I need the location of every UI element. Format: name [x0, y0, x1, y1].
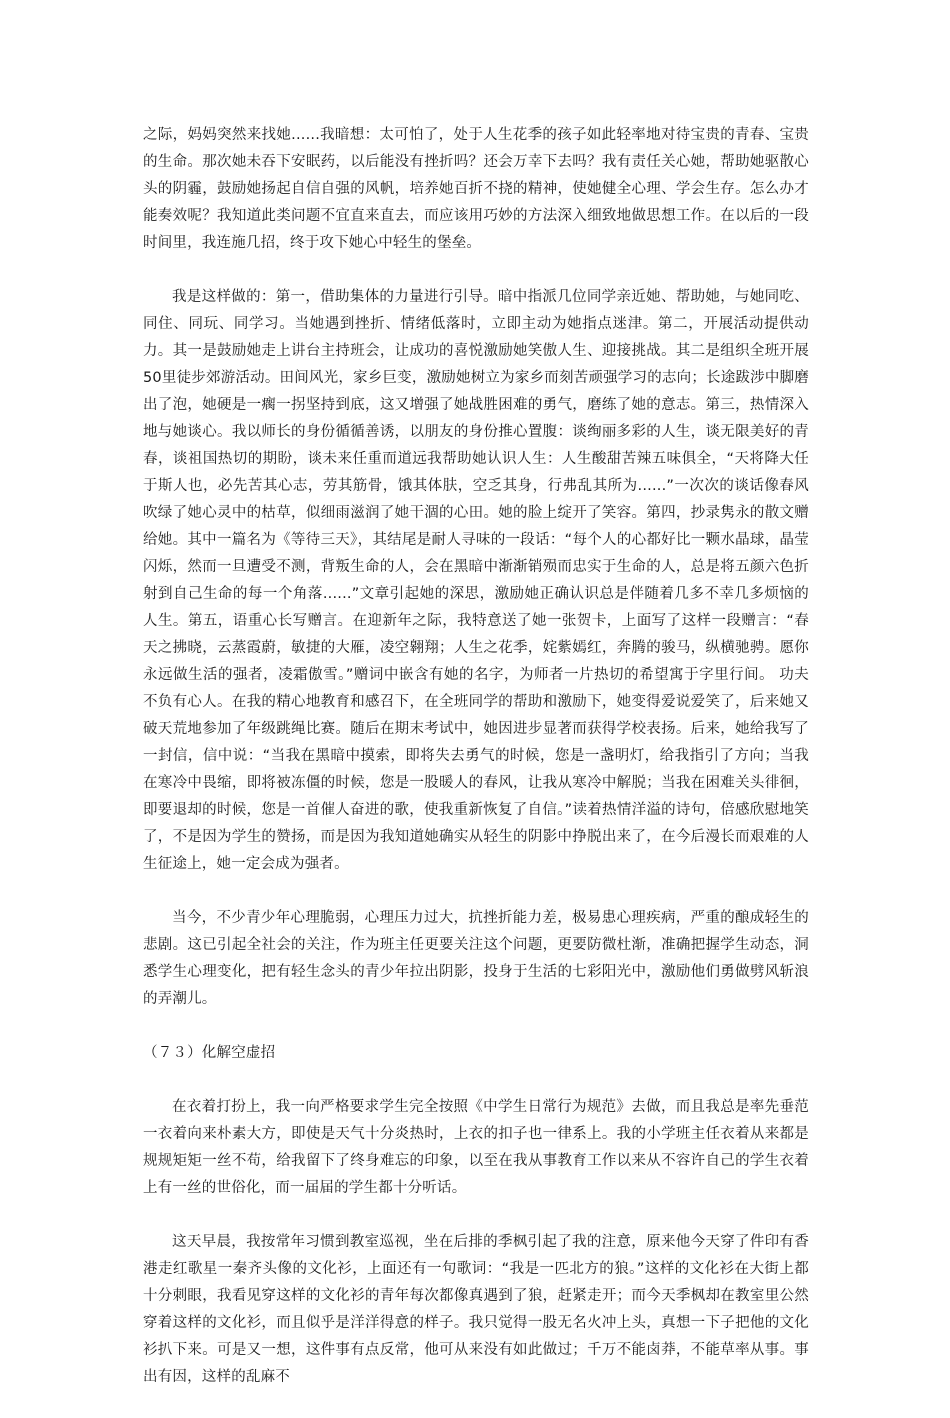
- document-page: [143, 122, 809, 1418]
- body-paragraph: 在衣着打扮上，我一向严格要求学生完全按照《中学生日常行为规范》去做，而且我总是率先垂范一衣着向来朴素大方，即使是天气十分炎热时，上衣的扣子也一律系上。我的小学班主任衣着从来都是规规矩矩一丝不苟，给我留下了终身难忘的印象，以至在我从事教育工作以来从不容许自己的学生衣着上有一丝的世俗化，而一届届的学生都十分听话。: [143, 1099, 809, 1196]
- section-heading: （７３）化解空虚招: [143, 1045, 276, 1061]
- body-paragraph: 之际，妈妈突然来找她......我暗想：太可怕了，处于人生花季的孩子如此轻率地对待宝贵的青春、宝贵的生命。那次她未吞下安眠药，以后能没有挫折吗？还会万幸下去吗？我有责任关心她，帮助她驱散心头的阴霾，鼓励她扬起自信自强的风帆，培养她百折不挠的精神，使她健全心理、学会生存。怎么办才能奏效呢？我知道此类问题不宜直来直去，而应该用巧妙的方法深入细致地做思想工作。在以后的一段时间里，我连施几招，终于攻下她心中轻生的堡垒。: [143, 127, 809, 251]
- body-paragraph: 这天早晨，我按常年习惯到教室巡视，坐在后排的季枫引起了我的注意，原来他今天穿了件印有香港走红歌星一秦齐头像的文化衫，上面还有一句歌词：“我是一匹北方的狼。”这样的文化衫在大街上都十分刺眼，我看见穿这样的文化衫的青年每次都像真遇到了狼，赶紧走开；而今天季枫却在教室里公然穿着这样的文化衫，而且似乎是洋洋得意的样子。我只觉得一股无名火冲上头，真想一下子把他的文化衫扒下来。可是又一想，这件事有点反常，他可从来没有如此做过；千万不能卤莽，不能草率从事。事出有因，这样的乱麻不: [143, 1234, 809, 1385]
- body-paragraph: 当今，不少青少年心理脆弱，心理压力过大，抗挫折能力差，极易患心理疾病，严重的酿成轻生的悲剧。这已引起全社会的关注，作为班主任更要关注这个问题，更要防微杜渐，准确把握学生动态，洞悉学生心理变化，把有轻生念头的青少年拉出阴影，投身于生活的七彩阳光中，激励他们勇做劈风斩浪的弄潮儿。: [143, 910, 809, 1007]
- body-paragraph: 我是这样做的：第一，借助集体的力量进行引导。暗中指派几位同学亲近她、帮助她，与她同吃、同住、同玩、同学习。当她遇到挫折、情绪低落时，立即主动为她指点迷津。第二，开展活动提供动力。其一是鼓励她走上讲台主持班会，让成功的喜悦激励她笑傲人生、迎接挑战。其二是组织全班开展50里徒步郊游活动。田间风光，家乡巨变，激励她树立为家乡而刻苦顽强学习的志向；长途跋涉中脚磨出了泡，她硬是一瘸一拐坚持到底，这又增强了她战胜困难的勇气，磨练了她的意志。第三，热情深入地与她谈心。我以师长的身份循循善诱，以朋友的身份推心置腹：谈绚丽多彩的人生，谈无限美好的青春，谈祖国热切的期盼，谈未来任重而道远我帮助她认识人生：人生酸甜苦辣五味俱全，“天将降大任于斯人也，必先苦其心志，劳其筋骨，饿其体肤，空乏其身，行弗乱其所为......”一次次的谈话像春风吹绿了她心灵中的枯草，似细雨滋润了她干涸的心田。她的脸上绽开了笑容。第四，抄录隽永的散文赠给她。其中一篇名为《等待三天》，其结尾是耐人寻味的一段话：“每个人的心都好比一颗水晶球，晶莹闪烁，然而一旦遭受不测，背叛生命的人，会在黑暗中渐渐销殒而忠实于生命的人，总是将五颜六色折射到自己生命的每一个角落......”文章引起她的深思，激励她正确认识总是伴随着几多不幸几多烦恼的人生。第五，语重心长写赠言。在迎新年之际，我特意送了她一张贺卡，上面写了这样一段赠言：“春天之拂晓，云蒸霞蔚，敏捷的大雁，凌空翱翔；人生之花季，姹紫嫣红，奔腾的骏马，纵横驰骋。愿你永远做生活的强者，凌霜傲雪。”赠词中嵌含有她的名字，为师者一片热切的希望寓于字里行间。 功夫不负有心人。在我的精心地教育和感召下，在全班同学的帮助和激励下，她变得爱说爱笑了，后来她又破天荒地参加了年级跳绳比赛。随后在期末考试中，她因进步显著而获得学校表扬。后来，她给我写了一封信，信中说：“当我在黑暗中摸索，即将失去勇气的时候，您是一盏明灯，给我指引了方向；当我在寒冷中畏缩，即将被冻僵的时候，您是一股暖人的春风，让我从寒冷中解脱；当我在困难关头徘徊，即要退却的时候，您是一首催人奋进的歌，使我重新恢复了自信。”读着热情洋溢的诗句，倍感欣慰地笑了，不是因为学生的赞扬，而是因为我知道她确实从轻生的阴影中挣脱出来了，在今后漫长而艰难的人生征途上，她一定会成为强者。: [143, 289, 809, 872]
